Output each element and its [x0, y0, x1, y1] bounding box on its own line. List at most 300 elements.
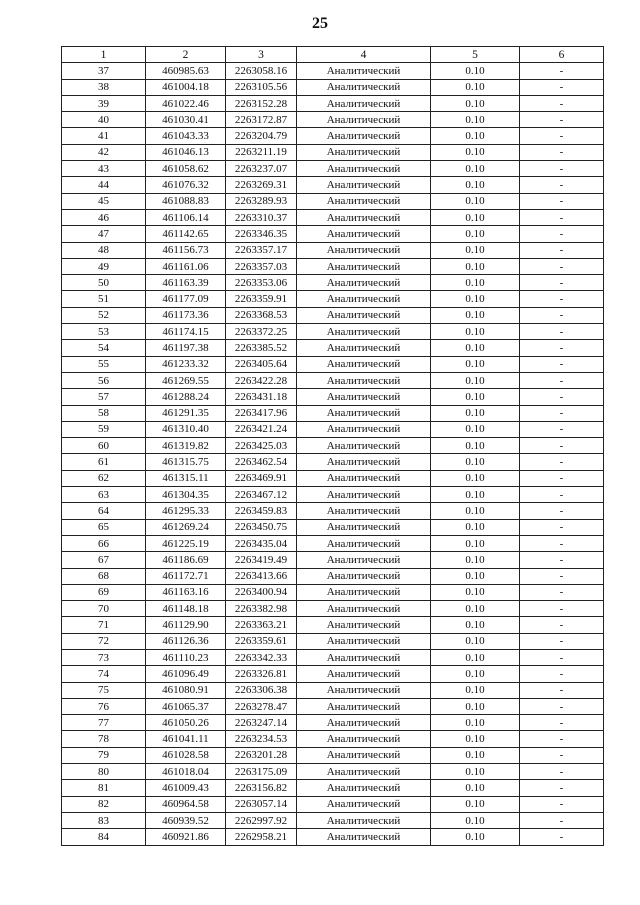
y-coordinate-cell: 2263435.04 — [226, 535, 297, 551]
y-coordinate-cell: 2263359.91 — [226, 291, 297, 307]
precision-cell: 0.10 — [431, 584, 520, 600]
precision-cell: 0.10 — [431, 144, 520, 160]
note-cell: - — [520, 780, 604, 796]
y-coordinate-cell: 2263405.64 — [226, 356, 297, 372]
method-cell: Аналитический — [297, 503, 431, 519]
header-col-x: 2 — [146, 47, 226, 63]
precision-cell: 0.10 — [431, 63, 520, 79]
x-coordinate-cell: 461050.26 — [146, 715, 226, 731]
y-coordinate-cell: 2263204.79 — [226, 128, 297, 144]
y-coordinate-cell: 2263326.81 — [226, 666, 297, 682]
coordinates-table — [61, 46, 604, 846]
x-coordinate-cell: 460939.52 — [146, 812, 226, 828]
precision-cell: 0.10 — [431, 95, 520, 111]
y-coordinate-cell: 2263417.96 — [226, 405, 297, 421]
x-coordinate-cell: 461186.69 — [146, 552, 226, 568]
x-coordinate-cell: 461126.36 — [146, 633, 226, 649]
point-number-cell: 54 — [62, 340, 146, 356]
table-header — [62, 47, 604, 63]
precision-cell: 0.10 — [431, 356, 520, 372]
x-coordinate-cell: 461161.06 — [146, 258, 226, 274]
precision-cell: 0.10 — [431, 747, 520, 763]
method-cell: Аналитический — [297, 177, 431, 193]
x-coordinate-cell: 461295.33 — [146, 503, 226, 519]
x-coordinate-cell: 461043.33 — [146, 128, 226, 144]
table-row — [62, 161, 604, 177]
precision-cell: 0.10 — [431, 666, 520, 682]
precision-cell: 0.10 — [431, 731, 520, 747]
table-row — [62, 487, 604, 503]
table-row — [62, 63, 604, 79]
method-cell: Аналитический — [297, 340, 431, 356]
note-cell: - — [520, 226, 604, 242]
y-coordinate-cell: 2263459.83 — [226, 503, 297, 519]
x-coordinate-cell: 461163.39 — [146, 275, 226, 291]
x-coordinate-cell: 461088.83 — [146, 193, 226, 209]
note-cell: - — [520, 340, 604, 356]
x-coordinate-cell: 461304.35 — [146, 487, 226, 503]
method-cell: Аналитический — [297, 470, 431, 486]
note-cell: - — [520, 421, 604, 437]
point-number-cell: 40 — [62, 112, 146, 128]
point-number-cell: 43 — [62, 161, 146, 177]
note-cell: - — [520, 63, 604, 79]
x-coordinate-cell: 461030.41 — [146, 112, 226, 128]
point-number-cell: 51 — [62, 291, 146, 307]
note-cell: - — [520, 601, 604, 617]
table-row — [62, 470, 604, 486]
y-coordinate-cell: 2263346.35 — [226, 226, 297, 242]
point-number-cell: 70 — [62, 601, 146, 617]
table-row — [62, 324, 604, 340]
y-coordinate-cell: 2263372.25 — [226, 324, 297, 340]
y-coordinate-cell: 2263156.82 — [226, 780, 297, 796]
table-row — [62, 731, 604, 747]
y-coordinate-cell: 2263353.06 — [226, 275, 297, 291]
method-cell: Аналитический — [297, 291, 431, 307]
method-cell: Аналитический — [297, 258, 431, 274]
x-coordinate-cell: 461319.82 — [146, 438, 226, 454]
precision-cell: 0.10 — [431, 812, 520, 828]
y-coordinate-cell: 2262958.21 — [226, 829, 297, 845]
y-coordinate-cell: 2263413.66 — [226, 568, 297, 584]
method-cell: Аналитический — [297, 421, 431, 437]
y-coordinate-cell: 2263368.53 — [226, 307, 297, 323]
point-number-cell: 66 — [62, 535, 146, 551]
x-coordinate-cell: 461142.65 — [146, 226, 226, 242]
precision-cell: 0.10 — [431, 780, 520, 796]
method-cell: Аналитический — [297, 63, 431, 79]
point-number-cell: 58 — [62, 405, 146, 421]
method-cell: Аналитический — [297, 796, 431, 812]
table-row — [62, 438, 604, 454]
precision-cell: 0.10 — [431, 503, 520, 519]
x-coordinate-cell: 461080.91 — [146, 682, 226, 698]
note-cell: - — [520, 356, 604, 372]
table-row — [62, 666, 604, 682]
point-number-cell: 80 — [62, 764, 146, 780]
point-number-cell: 61 — [62, 454, 146, 470]
point-number-cell: 55 — [62, 356, 146, 372]
table-row — [62, 421, 604, 437]
method-cell: Аналитический — [297, 617, 431, 633]
precision-cell: 0.10 — [431, 177, 520, 193]
table-row — [62, 389, 604, 405]
note-cell: - — [520, 291, 604, 307]
x-coordinate-cell: 461028.58 — [146, 747, 226, 763]
x-coordinate-cell: 461163.16 — [146, 584, 226, 600]
point-number-cell: 57 — [62, 389, 146, 405]
y-coordinate-cell: 2263431.18 — [226, 389, 297, 405]
x-coordinate-cell: 461018.04 — [146, 764, 226, 780]
x-coordinate-cell: 461172.71 — [146, 568, 226, 584]
x-coordinate-cell: 461110.23 — [146, 649, 226, 665]
note-cell: - — [520, 454, 604, 470]
point-number-cell: 62 — [62, 470, 146, 486]
point-number-cell: 63 — [62, 487, 146, 503]
x-coordinate-cell: 461233.32 — [146, 356, 226, 372]
method-cell: Аналитический — [297, 95, 431, 111]
y-coordinate-cell: 2263469.91 — [226, 470, 297, 486]
note-cell: - — [520, 698, 604, 714]
table-body — [62, 63, 604, 845]
point-number-cell: 38 — [62, 79, 146, 95]
point-number-cell: 42 — [62, 144, 146, 160]
y-coordinate-cell: 2263201.28 — [226, 747, 297, 763]
table-row — [62, 307, 604, 323]
point-number-cell: 77 — [62, 715, 146, 731]
x-coordinate-cell: 461046.13 — [146, 144, 226, 160]
y-coordinate-cell: 2263234.53 — [226, 731, 297, 747]
method-cell: Аналитический — [297, 535, 431, 551]
point-number-cell: 65 — [62, 519, 146, 535]
method-cell: Аналитический — [297, 454, 431, 470]
precision-cell: 0.10 — [431, 698, 520, 714]
precision-cell: 0.10 — [431, 682, 520, 698]
table-row — [62, 568, 604, 584]
precision-cell: 0.10 — [431, 405, 520, 421]
method-cell: Аналитический — [297, 649, 431, 665]
table-row — [62, 519, 604, 535]
table-row — [62, 258, 604, 274]
point-number-cell: 47 — [62, 226, 146, 242]
y-coordinate-cell: 2263419.49 — [226, 552, 297, 568]
header-col-y: 3 — [226, 47, 297, 63]
precision-cell: 0.10 — [431, 649, 520, 665]
table-header-row — [62, 47, 604, 63]
method-cell: Аналитический — [297, 372, 431, 388]
table-row — [62, 193, 604, 209]
point-number-cell: 79 — [62, 747, 146, 763]
y-coordinate-cell: 2263289.93 — [226, 193, 297, 209]
table-row — [62, 242, 604, 258]
method-cell: Аналитический — [297, 112, 431, 128]
method-cell: Аналитический — [297, 601, 431, 617]
point-number-cell: 68 — [62, 568, 146, 584]
table-row — [62, 144, 604, 160]
note-cell: - — [520, 487, 604, 503]
note-cell: - — [520, 552, 604, 568]
precision-cell: 0.10 — [431, 226, 520, 242]
point-number-cell: 75 — [62, 682, 146, 698]
precision-cell: 0.10 — [431, 421, 520, 437]
point-number-cell: 64 — [62, 503, 146, 519]
y-coordinate-cell: 2263342.33 — [226, 649, 297, 665]
method-cell: Аналитический — [297, 356, 431, 372]
table-row — [62, 291, 604, 307]
note-cell: - — [520, 633, 604, 649]
x-coordinate-cell: 461058.62 — [146, 161, 226, 177]
table-row — [62, 764, 604, 780]
y-coordinate-cell: 2263385.52 — [226, 340, 297, 356]
point-number-cell: 53 — [62, 324, 146, 340]
x-coordinate-cell: 461315.11 — [146, 470, 226, 486]
note-cell: - — [520, 128, 604, 144]
precision-cell: 0.10 — [431, 796, 520, 812]
x-coordinate-cell: 461288.24 — [146, 389, 226, 405]
table-row — [62, 682, 604, 698]
precision-cell: 0.10 — [431, 340, 520, 356]
y-coordinate-cell: 2263105.56 — [226, 79, 297, 95]
point-number-cell: 76 — [62, 698, 146, 714]
method-cell: Аналитический — [297, 324, 431, 340]
precision-cell: 0.10 — [431, 372, 520, 388]
method-cell: Аналитический — [297, 226, 431, 242]
note-cell: - — [520, 764, 604, 780]
note-cell: - — [520, 112, 604, 128]
precision-cell: 0.10 — [431, 209, 520, 225]
y-coordinate-cell: 2262997.92 — [226, 812, 297, 828]
x-coordinate-cell: 461148.18 — [146, 601, 226, 617]
point-number-cell: 37 — [62, 63, 146, 79]
method-cell: Аналитический — [297, 438, 431, 454]
note-cell: - — [520, 829, 604, 845]
x-coordinate-cell: 461076.32 — [146, 177, 226, 193]
point-number-cell: 59 — [62, 421, 146, 437]
precision-cell: 0.10 — [431, 519, 520, 535]
y-coordinate-cell: 2263175.09 — [226, 764, 297, 780]
method-cell: Аналитический — [297, 144, 431, 160]
x-coordinate-cell: 461004.18 — [146, 79, 226, 95]
point-number-cell: 84 — [62, 829, 146, 845]
precision-cell: 0.10 — [431, 324, 520, 340]
x-coordinate-cell: 461096.49 — [146, 666, 226, 682]
precision-cell: 0.10 — [431, 617, 520, 633]
y-coordinate-cell: 2263450.75 — [226, 519, 297, 535]
method-cell: Аналитический — [297, 161, 431, 177]
y-coordinate-cell: 2263359.61 — [226, 633, 297, 649]
note-cell: - — [520, 503, 604, 519]
x-coordinate-cell: 461225.19 — [146, 535, 226, 551]
table-row — [62, 796, 604, 812]
page-number: 25 — [312, 15, 328, 32]
note-cell: - — [520, 682, 604, 698]
note-cell: - — [520, 584, 604, 600]
point-number-cell: 72 — [62, 633, 146, 649]
method-cell: Аналитический — [297, 812, 431, 828]
method-cell: Аналитический — [297, 682, 431, 698]
method-cell: Аналитический — [297, 128, 431, 144]
table-row — [62, 454, 604, 470]
method-cell: Аналитический — [297, 698, 431, 714]
table-row — [62, 95, 604, 111]
note-cell: - — [520, 242, 604, 258]
method-cell: Аналитический — [297, 829, 431, 845]
precision-cell: 0.10 — [431, 79, 520, 95]
x-coordinate-cell: 461022.46 — [146, 95, 226, 111]
y-coordinate-cell: 2263269.31 — [226, 177, 297, 193]
note-cell: - — [520, 177, 604, 193]
table-row — [62, 226, 604, 242]
precision-cell: 0.10 — [431, 291, 520, 307]
point-number-cell: 50 — [62, 275, 146, 291]
point-number-cell: 83 — [62, 812, 146, 828]
x-coordinate-cell: 461269.24 — [146, 519, 226, 535]
table-row — [62, 617, 604, 633]
table-row — [62, 633, 604, 649]
method-cell: Аналитический — [297, 764, 431, 780]
note-cell: - — [520, 144, 604, 160]
point-number-cell: 69 — [62, 584, 146, 600]
note-cell: - — [520, 715, 604, 731]
note-cell: - — [520, 535, 604, 551]
table-row — [62, 372, 604, 388]
y-coordinate-cell: 2263278.47 — [226, 698, 297, 714]
note-cell: - — [520, 161, 604, 177]
x-coordinate-cell: 461177.09 — [146, 291, 226, 307]
table-row — [62, 747, 604, 763]
x-coordinate-cell: 461174.15 — [146, 324, 226, 340]
note-cell: - — [520, 79, 604, 95]
point-number-cell: 56 — [62, 372, 146, 388]
y-coordinate-cell: 2263462.54 — [226, 454, 297, 470]
table-row — [62, 405, 604, 421]
point-number-cell: 71 — [62, 617, 146, 633]
precision-cell: 0.10 — [431, 601, 520, 617]
method-cell: Аналитический — [297, 209, 431, 225]
y-coordinate-cell: 2263211.19 — [226, 144, 297, 160]
table-row — [62, 275, 604, 291]
note-cell: - — [520, 649, 604, 665]
method-cell: Аналитический — [297, 487, 431, 503]
precision-cell: 0.10 — [431, 389, 520, 405]
point-number-cell: 82 — [62, 796, 146, 812]
precision-cell: 0.10 — [431, 438, 520, 454]
note-cell: - — [520, 258, 604, 274]
precision-cell: 0.10 — [431, 258, 520, 274]
table-row — [62, 715, 604, 731]
x-coordinate-cell: 461106.14 — [146, 209, 226, 225]
y-coordinate-cell: 2263058.16 — [226, 63, 297, 79]
table-row — [62, 209, 604, 225]
y-coordinate-cell: 2263357.03 — [226, 258, 297, 274]
x-coordinate-cell: 460964.58 — [146, 796, 226, 812]
table-row — [62, 535, 604, 551]
y-coordinate-cell: 2263467.12 — [226, 487, 297, 503]
x-coordinate-cell: 461315.75 — [146, 454, 226, 470]
table-row — [62, 829, 604, 845]
y-coordinate-cell: 2263425.03 — [226, 438, 297, 454]
note-cell: - — [520, 747, 604, 763]
method-cell: Аналитический — [297, 405, 431, 421]
y-coordinate-cell: 2263237.07 — [226, 161, 297, 177]
point-number-cell: 46 — [62, 209, 146, 225]
x-coordinate-cell: 460921.86 — [146, 829, 226, 845]
precision-cell: 0.10 — [431, 128, 520, 144]
method-cell: Аналитический — [297, 747, 431, 763]
precision-cell: 0.10 — [431, 764, 520, 780]
note-cell: - — [520, 275, 604, 291]
table-row — [62, 503, 604, 519]
point-number-cell: 44 — [62, 177, 146, 193]
note-cell: - — [520, 731, 604, 747]
precision-cell: 0.10 — [431, 535, 520, 551]
precision-cell: 0.10 — [431, 161, 520, 177]
y-coordinate-cell: 2263422.28 — [226, 372, 297, 388]
y-coordinate-cell: 2263400.94 — [226, 584, 297, 600]
y-coordinate-cell: 2263172.87 — [226, 112, 297, 128]
method-cell: Аналитический — [297, 389, 431, 405]
precision-cell: 0.10 — [431, 307, 520, 323]
method-cell: Аналитический — [297, 242, 431, 258]
x-coordinate-cell: 460985.63 — [146, 63, 226, 79]
point-number-cell: 60 — [62, 438, 146, 454]
header-col-precision: 5 — [431, 47, 520, 63]
method-cell: Аналитический — [297, 307, 431, 323]
note-cell: - — [520, 796, 604, 812]
precision-cell: 0.10 — [431, 275, 520, 291]
point-number-cell: 81 — [62, 780, 146, 796]
table-row — [62, 584, 604, 600]
method-cell: Аналитический — [297, 780, 431, 796]
point-number-cell: 39 — [62, 95, 146, 111]
point-number-cell: 48 — [62, 242, 146, 258]
note-cell: - — [520, 470, 604, 486]
x-coordinate-cell: 461173.36 — [146, 307, 226, 323]
precision-cell: 0.10 — [431, 487, 520, 503]
point-number-cell: 52 — [62, 307, 146, 323]
note-cell: - — [520, 519, 604, 535]
method-cell: Аналитический — [297, 731, 431, 747]
precision-cell: 0.10 — [431, 829, 520, 845]
x-coordinate-cell: 461310.40 — [146, 421, 226, 437]
method-cell: Аналитический — [297, 584, 431, 600]
note-cell: - — [520, 812, 604, 828]
method-cell: Аналитический — [297, 568, 431, 584]
note-cell: - — [520, 438, 604, 454]
table-row — [62, 340, 604, 356]
note-cell: - — [520, 307, 604, 323]
point-number-cell: 41 — [62, 128, 146, 144]
x-coordinate-cell: 461041.11 — [146, 731, 226, 747]
table-row — [62, 812, 604, 828]
y-coordinate-cell: 2263421.24 — [226, 421, 297, 437]
y-coordinate-cell: 2263247.14 — [226, 715, 297, 731]
x-coordinate-cell: 461269.55 — [146, 372, 226, 388]
note-cell: - — [520, 209, 604, 225]
x-coordinate-cell: 461197.38 — [146, 340, 226, 356]
y-coordinate-cell: 2263152.28 — [226, 95, 297, 111]
point-number-cell: 49 — [62, 258, 146, 274]
note-cell: - — [520, 405, 604, 421]
point-number-cell: 45 — [62, 193, 146, 209]
method-cell: Аналитический — [297, 666, 431, 682]
point-number-cell: 74 — [62, 666, 146, 682]
precision-cell: 0.10 — [431, 552, 520, 568]
precision-cell: 0.10 — [431, 454, 520, 470]
y-coordinate-cell: 2263363.21 — [226, 617, 297, 633]
method-cell: Аналитический — [297, 633, 431, 649]
